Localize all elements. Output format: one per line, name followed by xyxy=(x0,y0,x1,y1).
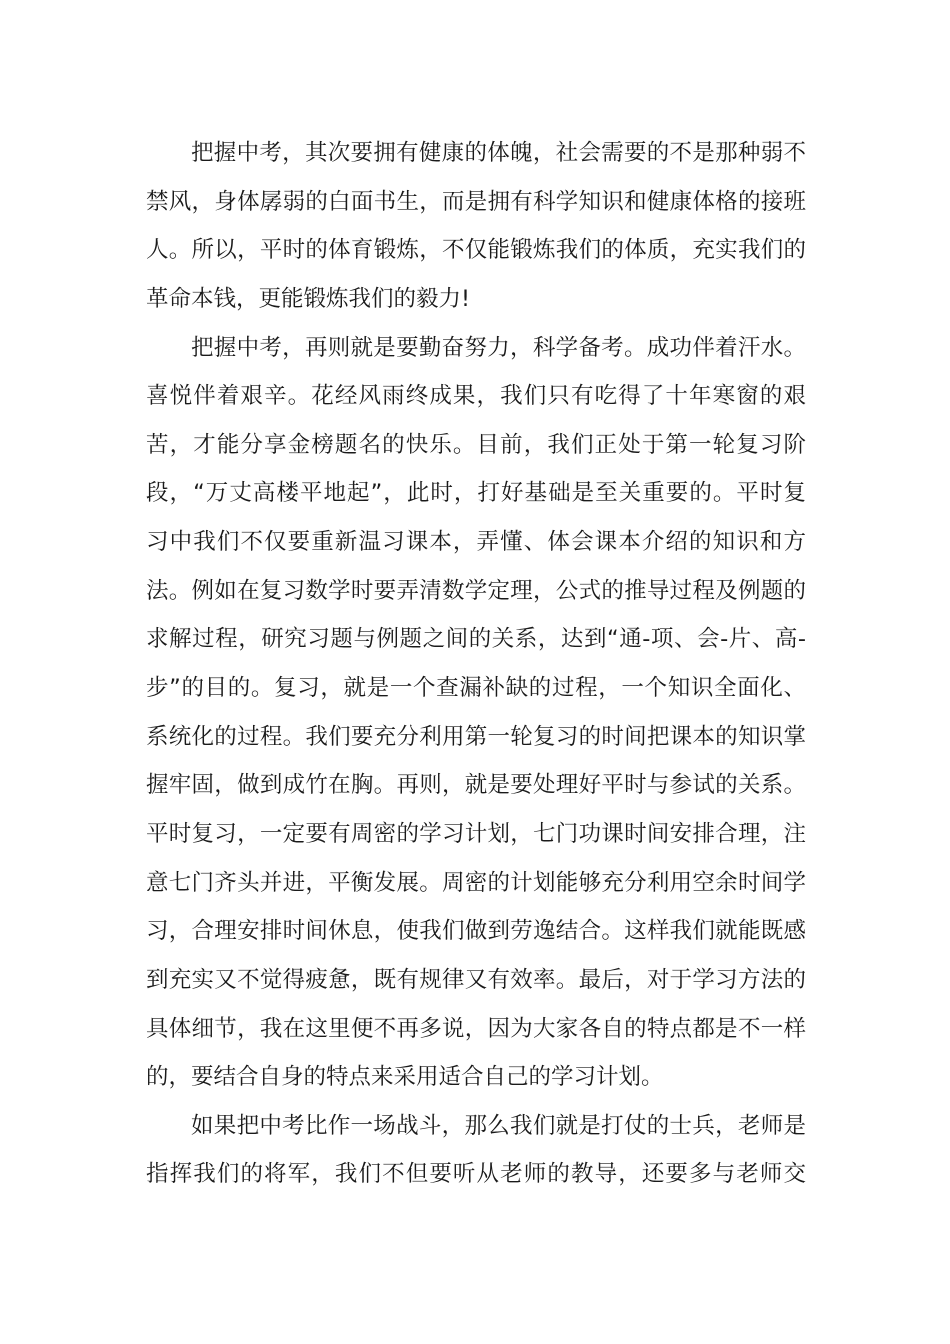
text-line: 求解过程，研究习题与例题之间的关系，达到“通-项、会-片、高- xyxy=(146,626,806,653)
text-line: 步”的目的。复习，就是一个查漏补缺的过程，一个知识全面化、 xyxy=(146,675,806,702)
text-line: 苦，才能分享金榜题名的快乐。目前，我们正处于第一轮复习阶 xyxy=(146,431,806,458)
text-line: 喜悦伴着艰辛。花经风雨终成果，我们只有吃得了十年寒窗的艰 xyxy=(146,383,806,410)
text-line: 禁风，身体孱弱的白面书生，而是拥有科学知识和健康体格的接班 xyxy=(146,188,806,215)
document-body xyxy=(146,129,806,1199)
text-line: 的，要结合自身的特点来采用适合自己的学习计划。 xyxy=(146,1064,664,1091)
text-line: 革命本钱，更能锻炼我们的毅力! xyxy=(146,285,471,312)
text-line: 系统化的过程。我们要充分利用第一轮复习的时间把课本的知识掌 xyxy=(146,723,806,750)
text-line: 习中我们不仅要重新温习课本，弄懂、体会课本介绍的知识和方 xyxy=(146,529,806,556)
text-line: 段，“万丈高楼平地起”，此时，打好基础是至关重要的。平时复 xyxy=(146,480,806,507)
paragraph-study xyxy=(146,324,806,1102)
text-line: 具体细节，我在这里便不再多说，因为大家各自的特点都是不一样 xyxy=(146,1015,806,1042)
paragraph-health xyxy=(146,129,806,324)
text-line: 把握中考，再则就是要勤奋努力，科学备考。成功伴着汗水。 xyxy=(191,334,806,361)
text-line: 意七门齐头并进，平衡发展。周密的计划能够充分利用空余时间学 xyxy=(146,869,806,896)
text-line: 习，合理安排时间休息，使我们做到劳逸结合。这样我们就能既感 xyxy=(146,918,806,945)
text-line: 法。例如在复习数学时要弄清数学定理，公式的推导过程及例题的 xyxy=(146,577,806,604)
paragraph-teacher xyxy=(146,1102,806,1199)
text-line: 握牢固，做到成竹在胸。再则，就是要处理好平时与参试的关系。 xyxy=(146,772,806,799)
text-line: 人。所以，平时的体育锻炼，不仅能锻炼我们的体质，充实我们的 xyxy=(146,237,806,264)
text-line: 把握中考，其次要拥有健康的体魄，社会需要的不是那种弱不 xyxy=(191,140,806,166)
text-line: 到充实又不觉得疲惫，既有规律又有效率。最后，对于学习方法的 xyxy=(146,966,806,993)
text-line: 平时复习，一定要有周密的学习计划，七门功课时间安排合理，注 xyxy=(146,820,806,847)
text-line: 指挥我们的将军，我们不但要听从老师的教导，还要多与老师交 xyxy=(146,1161,806,1188)
text-line: 如果把中考比作一场战斗，那么我们就是打仗的士兵，老师是 xyxy=(191,1112,806,1139)
